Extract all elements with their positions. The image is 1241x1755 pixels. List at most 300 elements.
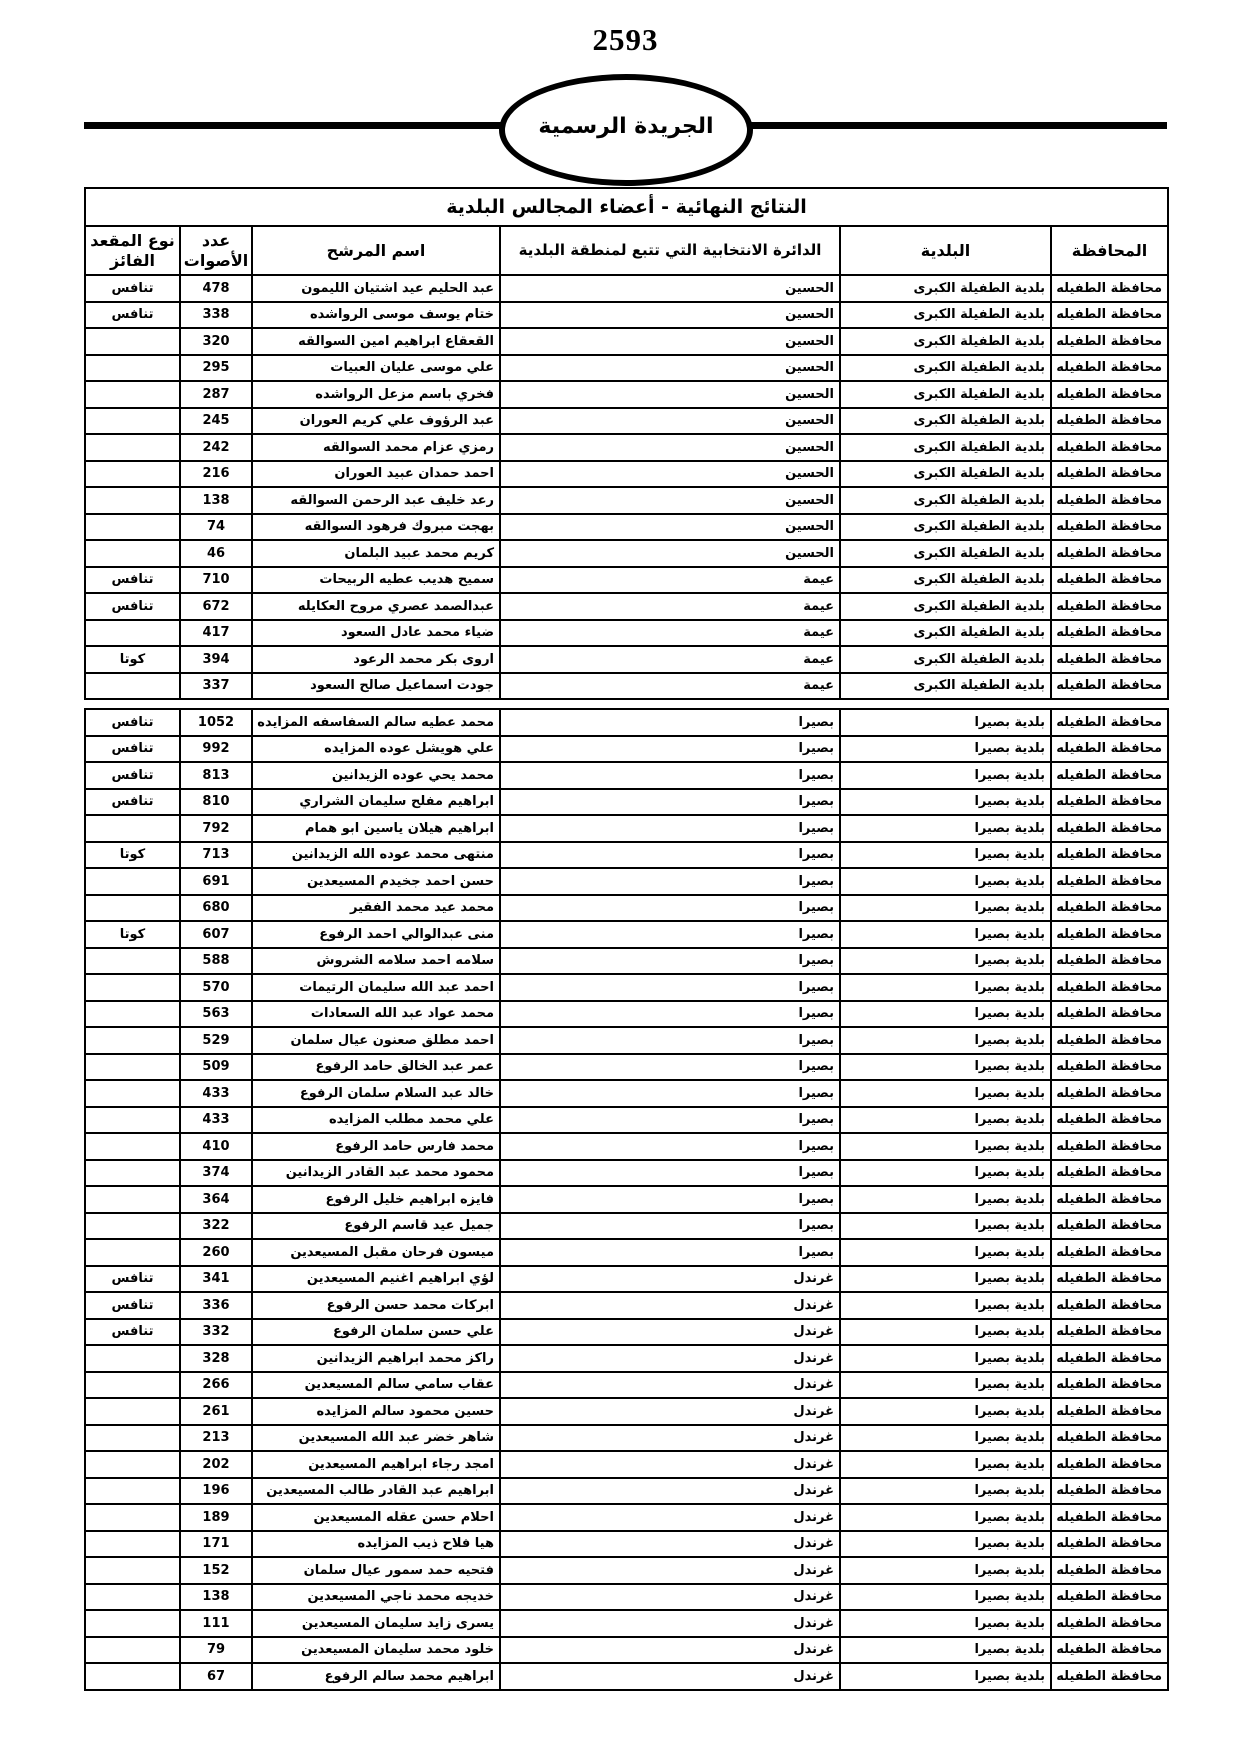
result-row — [85, 1080, 1168, 1107]
municipality-cell: بلدية بصيرا — [840, 974, 1051, 1001]
votes-cell: 46 — [180, 540, 252, 567]
municipality-cell: بلدية بصيرا — [840, 1398, 1051, 1425]
result-row — [85, 1372, 1168, 1399]
candidate-name-cell: جودت اسماعيل صالح السعود — [252, 673, 500, 700]
votes-cell: 216 — [180, 461, 252, 488]
votes-cell: 433 — [180, 1080, 252, 1107]
table-title: النتائج النهائية - أعضاء المجالس البلدية — [85, 188, 1168, 226]
candidate-name-cell: علي هويشل عوده المزايده — [252, 736, 500, 763]
candidate-name-cell: عبد الحليم عيد اشتيان الليمون — [252, 275, 500, 302]
district-cell: عيمة — [500, 620, 840, 647]
seat-type-cell — [85, 1557, 180, 1584]
votes-cell: 810 — [180, 789, 252, 816]
votes-cell: 680 — [180, 895, 252, 922]
votes-cell: 410 — [180, 1133, 252, 1160]
seat-type-cell: كوتا — [85, 646, 180, 673]
votes-cell: 111 — [180, 1610, 252, 1637]
seat-type-cell — [85, 1425, 180, 1452]
candidate-name-cell: علي محمد مطلب المزايده — [252, 1107, 500, 1134]
seat-type-cell: تنافس — [85, 709, 180, 736]
governorate-cell: محافظة الطفيله — [1051, 434, 1168, 461]
municipality-cell: بلدية بصيرا — [840, 948, 1051, 975]
municipality-cell: بلدية الطفيلة الكبرى — [840, 593, 1051, 620]
district-cell: بصيرا — [500, 895, 840, 922]
result-row — [85, 275, 1168, 302]
seat-type-cell — [85, 434, 180, 461]
result-row — [85, 1319, 1168, 1346]
seat-type-cell — [85, 1027, 180, 1054]
votes-cell: 570 — [180, 974, 252, 1001]
votes-cell: 672 — [180, 593, 252, 620]
candidate-name-cell: فتحيه حمد سمور عيال سلمان — [252, 1557, 500, 1584]
district-cell: بصيرا — [500, 1160, 840, 1187]
result-row — [85, 1266, 1168, 1293]
candidate-name-cell: منتهى محمد عوده الله الزيدانين — [252, 842, 500, 869]
governorate-cell: محافظة الطفيله — [1051, 1663, 1168, 1690]
municipality-cell: بلدية بصيرا — [840, 1451, 1051, 1478]
seat-type-cell: تنافس — [85, 567, 180, 594]
municipality-cell: بلدية الطفيلة الكبرى — [840, 461, 1051, 488]
governorate-cell: محافظة الطفيله — [1051, 974, 1168, 1001]
candidate-name-cell: القعقاع ابراهيم امين السوالقه — [252, 328, 500, 355]
governorate-cell: محافظة الطفيله — [1051, 895, 1168, 922]
municipality-cell: بلدية الطفيلة الكبرى — [840, 567, 1051, 594]
result-row — [85, 842, 1168, 869]
votes-cell: 1052 — [180, 709, 252, 736]
governorate-cell: محافظة الطفيله — [1051, 1054, 1168, 1081]
votes-cell: 295 — [180, 355, 252, 382]
municipality-cell: بلدية بصيرا — [840, 762, 1051, 789]
result-row — [85, 1292, 1168, 1319]
seat-type-cell — [85, 1584, 180, 1611]
seat-type-cell — [85, 868, 180, 895]
seat-type-cell — [85, 1610, 180, 1637]
votes-cell: 328 — [180, 1345, 252, 1372]
result-row — [85, 1557, 1168, 1584]
district-cell: بصيرا — [500, 1001, 840, 1028]
result-row — [85, 815, 1168, 842]
result-row — [85, 1054, 1168, 1081]
candidate-name-cell: راكز محمد ابراهيم الزيدانين — [252, 1345, 500, 1372]
district-cell: الحسين — [500, 514, 840, 541]
governorate-cell: محافظة الطفيله — [1051, 1080, 1168, 1107]
candidate-name-cell: عمر عبد الخالق حامد الرفوع — [252, 1054, 500, 1081]
district-cell: غرندل — [500, 1531, 840, 1558]
district-cell: بصيرا — [500, 1054, 840, 1081]
municipality-cell: بلدية بصيرا — [840, 736, 1051, 763]
governorate-cell: محافظة الطفيله — [1051, 948, 1168, 975]
seat-type-cell — [85, 381, 180, 408]
seat-type-cell: تنافس — [85, 789, 180, 816]
governorate-cell: محافظة الطفيله — [1051, 673, 1168, 700]
municipality-cell: بلدية الطفيلة الكبرى — [840, 275, 1051, 302]
candidate-name-cell: احلام حسن عقله المسيعدين — [252, 1504, 500, 1531]
municipality-cell: بلدية الطفيلة الكبرى — [840, 620, 1051, 647]
result-row — [85, 1584, 1168, 1611]
municipality-cell: بلدية بصيرا — [840, 709, 1051, 736]
district-cell: الحسين — [500, 328, 840, 355]
municipality-cell: بلدية الطفيلة الكبرى — [840, 355, 1051, 382]
results-table-section-1 — [84, 187, 1169, 700]
district-cell: غرندل — [500, 1372, 840, 1399]
votes-cell: 242 — [180, 434, 252, 461]
col-header-votes: عدد الأصوات — [180, 226, 252, 275]
table-header-row — [85, 226, 1168, 275]
candidate-name-cell: احمد مطلق صعنون عيال سلمان — [252, 1027, 500, 1054]
district-cell: غرندل — [500, 1292, 840, 1319]
result-row — [85, 620, 1168, 647]
municipality-cell: بلدية بصيرا — [840, 1107, 1051, 1134]
votes-cell: 710 — [180, 567, 252, 594]
result-row — [85, 736, 1168, 763]
col-header-candidate: اسم المرشح — [252, 226, 500, 275]
municipality-cell: بلدية بصيرا — [840, 1054, 1051, 1081]
municipality-cell: بلدية الطفيلة الكبرى — [840, 673, 1051, 700]
candidate-name-cell: عبد الرؤوف علي كريم العوران — [252, 408, 500, 435]
municipality-cell: بلدية بصيرا — [840, 1637, 1051, 1664]
district-cell: غرندل — [500, 1504, 840, 1531]
col-header-municipality: البلدية — [840, 226, 1051, 275]
votes-cell: 509 — [180, 1054, 252, 1081]
result-row — [85, 1345, 1168, 1372]
municipality-cell: بلدية بصيرا — [840, 1213, 1051, 1240]
result-row — [85, 974, 1168, 1001]
governorate-cell: محافظة الطفيله — [1051, 487, 1168, 514]
seat-type-cell — [85, 408, 180, 435]
result-row — [85, 328, 1168, 355]
district-cell: غرندل — [500, 1425, 840, 1452]
municipality-cell: بلدية بصيرا — [840, 1372, 1051, 1399]
result-row — [85, 1531, 1168, 1558]
governorate-cell: محافظة الطفيله — [1051, 1504, 1168, 1531]
votes-cell: 364 — [180, 1186, 252, 1213]
municipality-cell: بلدية بصيرا — [840, 868, 1051, 895]
district-cell: بصيرا — [500, 1213, 840, 1240]
candidate-name-cell: ابراهيم محمد سالم الرفوع — [252, 1663, 500, 1690]
results-table-section-2 — [84, 708, 1169, 1691]
result-row — [85, 1451, 1168, 1478]
municipality-cell: بلدية بصيرا — [840, 1557, 1051, 1584]
municipality-cell: بلدية بصيرا — [840, 1425, 1051, 1452]
gazette-seal-label: الجريدة الرسمية — [538, 113, 714, 139]
candidate-name-cell: محمود محمد عبد القادر الزيدانين — [252, 1160, 500, 1187]
governorate-cell: محافظة الطفيله — [1051, 1001, 1168, 1028]
result-row — [85, 461, 1168, 488]
district-cell: الحسين — [500, 461, 840, 488]
governorate-cell: محافظة الطفيله — [1051, 736, 1168, 763]
governorate-cell: محافظة الطفيله — [1051, 302, 1168, 329]
municipality-cell: بلدية بصيرا — [840, 789, 1051, 816]
result-row — [85, 1213, 1168, 1240]
votes-cell: 79 — [180, 1637, 252, 1664]
district-cell: بصيرا — [500, 1186, 840, 1213]
governorate-cell: محافظة الطفيله — [1051, 355, 1168, 382]
district-cell: بصيرا — [500, 736, 840, 763]
governorate-cell: محافظة الطفيله — [1051, 1027, 1168, 1054]
result-row — [85, 567, 1168, 594]
votes-cell: 374 — [180, 1160, 252, 1187]
seat-type-cell: كوتا — [85, 921, 180, 948]
municipality-cell: بلدية بصيرا — [840, 921, 1051, 948]
result-row — [85, 673, 1168, 700]
municipality-cell: بلدية بصيرا — [840, 1133, 1051, 1160]
result-row — [85, 895, 1168, 922]
district-cell: غرندل — [500, 1584, 840, 1611]
seat-type-cell — [85, 620, 180, 647]
governorate-cell: محافظة الطفيله — [1051, 1133, 1168, 1160]
result-row — [85, 434, 1168, 461]
candidate-name-cell: بهجت مبروك فرهود السوالقه — [252, 514, 500, 541]
result-row — [85, 1107, 1168, 1134]
district-cell: غرندل — [500, 1266, 840, 1293]
candidate-name-cell: فايزه ابراهيم خليل الرفوع — [252, 1186, 500, 1213]
district-cell: الحسين — [500, 540, 840, 567]
candidate-name-cell: حسين محمود سالم المزايده — [252, 1398, 500, 1425]
governorate-cell: محافظة الطفيله — [1051, 1213, 1168, 1240]
votes-cell: 171 — [180, 1531, 252, 1558]
governorate-cell: محافظة الطفيله — [1051, 1345, 1168, 1372]
candidate-name-cell: يسرى زايد سليمان المسيعدين — [252, 1610, 500, 1637]
municipality-cell: بلدية الطفيلة الكبرى — [840, 540, 1051, 567]
votes-cell: 341 — [180, 1266, 252, 1293]
votes-cell: 266 — [180, 1372, 252, 1399]
candidate-name-cell: ميسون فرحان مقبل المسيعدين — [252, 1239, 500, 1266]
candidate-name-cell: علي حسن سلمان الرفوع — [252, 1319, 500, 1346]
result-row — [85, 1478, 1168, 1505]
governorate-cell: محافظة الطفيله — [1051, 762, 1168, 789]
district-cell: الحسين — [500, 434, 840, 461]
municipality-cell: بلدية الطفيلة الكبرى — [840, 328, 1051, 355]
candidate-name-cell: محمد عطيه سالم السفاسفه المزايده — [252, 709, 500, 736]
candidate-name-cell: هيا فلاح ذيب المزايده — [252, 1531, 500, 1558]
governorate-cell: محافظة الطفيله — [1051, 381, 1168, 408]
municipality-cell: بلدية الطفيلة الكبرى — [840, 302, 1051, 329]
governorate-cell: محافظة الطفيله — [1051, 1637, 1168, 1664]
seat-type-cell — [85, 1107, 180, 1134]
votes-cell: 394 — [180, 646, 252, 673]
seat-type-cell: كوتا — [85, 842, 180, 869]
governorate-cell: محافظة الطفيله — [1051, 328, 1168, 355]
district-cell: الحسين — [500, 408, 840, 435]
candidate-name-cell: شاهر خضر عبد الله المسيعدين — [252, 1425, 500, 1452]
result-row — [85, 514, 1168, 541]
col-header-seat-type: نوع المقعد الفائز — [85, 226, 180, 275]
municipality-cell: بلدية بصيرا — [840, 1478, 1051, 1505]
district-cell: غرندل — [500, 1663, 840, 1690]
seat-type-cell — [85, 1213, 180, 1240]
district-cell: بصيرا — [500, 709, 840, 736]
district-cell: عيمة — [500, 593, 840, 620]
governorate-cell: محافظة الطفيله — [1051, 620, 1168, 647]
governorate-cell: محافظة الطفيله — [1051, 1319, 1168, 1346]
candidate-name-cell: فخري باسم مزعل الرواشده — [252, 381, 500, 408]
candidate-name-cell: رعد خليف عبد الرحمن السوالقه — [252, 487, 500, 514]
district-cell: عيمة — [500, 567, 840, 594]
governorate-cell: محافظة الطفيله — [1051, 1531, 1168, 1558]
table-title-row — [85, 188, 1168, 226]
governorate-cell: محافظة الطفيله — [1051, 1186, 1168, 1213]
municipality-cell: بلدية الطفيلة الكبرى — [840, 434, 1051, 461]
seat-type-cell: تنافس — [85, 1292, 180, 1319]
candidate-name-cell: كريم محمد عبيد البلمان — [252, 540, 500, 567]
municipality-cell: بلدية بصيرا — [840, 1239, 1051, 1266]
district-cell: بصيرا — [500, 1133, 840, 1160]
seat-type-cell — [85, 1133, 180, 1160]
governorate-cell: محافظة الطفيله — [1051, 1478, 1168, 1505]
district-cell: بصيرا — [500, 921, 840, 948]
candidate-name-cell: ابراهيم هيلان ياسين ابو همام — [252, 815, 500, 842]
votes-cell: 588 — [180, 948, 252, 975]
district-cell: بصيرا — [500, 842, 840, 869]
votes-cell: 202 — [180, 1451, 252, 1478]
votes-cell: 337 — [180, 673, 252, 700]
seat-type-cell — [85, 948, 180, 975]
seat-type-cell — [85, 355, 180, 382]
municipality-cell: بلدية الطفيلة الكبرى — [840, 487, 1051, 514]
votes-cell: 260 — [180, 1239, 252, 1266]
votes-cell: 417 — [180, 620, 252, 647]
municipality-cell: بلدية بصيرا — [840, 842, 1051, 869]
seat-type-cell — [85, 1663, 180, 1690]
governorate-cell: محافظة الطفيله — [1051, 1107, 1168, 1134]
candidate-name-cell: اروى بكر محمد الرعود — [252, 646, 500, 673]
candidate-name-cell: ختام يوسف موسى الرواشده — [252, 302, 500, 329]
governorate-cell: محافظة الطفيله — [1051, 1266, 1168, 1293]
candidate-name-cell: جميل عيد قاسم الرفوع — [252, 1213, 500, 1240]
votes-cell: 138 — [180, 487, 252, 514]
seat-type-cell — [85, 1160, 180, 1187]
governorate-cell: محافظة الطفيله — [1051, 921, 1168, 948]
governorate-cell: محافظة الطفيله — [1051, 1425, 1168, 1452]
municipality-cell: بلدية بصيرا — [840, 1266, 1051, 1293]
seat-type-cell — [85, 1239, 180, 1266]
result-row — [85, 868, 1168, 895]
result-row — [85, 1637, 1168, 1664]
gazette-seal — [499, 74, 753, 186]
votes-cell: 713 — [180, 842, 252, 869]
votes-cell: 152 — [180, 1557, 252, 1584]
result-row — [85, 1186, 1168, 1213]
seat-type-cell — [85, 1372, 180, 1399]
votes-cell: 529 — [180, 1027, 252, 1054]
district-cell: بصيرا — [500, 868, 840, 895]
governorate-cell: محافظة الطفيله — [1051, 646, 1168, 673]
votes-cell: 320 — [180, 328, 252, 355]
candidate-name-cell: محمد يحي عوده الزيدانين — [252, 762, 500, 789]
result-row — [85, 302, 1168, 329]
result-row — [85, 381, 1168, 408]
votes-cell: 338 — [180, 302, 252, 329]
district-cell: غرندل — [500, 1398, 840, 1425]
candidate-name-cell: خالد عبد السلام سلمان الرفوع — [252, 1080, 500, 1107]
result-row — [85, 408, 1168, 435]
col-header-district: الدائرة الانتخابية التي تتبع لمنطقة البلدية — [500, 226, 840, 275]
district-cell: غرندل — [500, 1637, 840, 1664]
municipality-cell: بلدية بصيرا — [840, 1292, 1051, 1319]
seat-type-cell: تنافس — [85, 302, 180, 329]
governorate-cell: محافظة الطفيله — [1051, 868, 1168, 895]
municipality-cell: بلدية بصيرا — [840, 1186, 1051, 1213]
municipality-cell: بلدية بصيرا — [840, 1584, 1051, 1611]
votes-cell: 607 — [180, 921, 252, 948]
result-row — [85, 789, 1168, 816]
seat-type-cell — [85, 1054, 180, 1081]
district-cell: غرندل — [500, 1345, 840, 1372]
candidate-name-cell: ابركات محمد حسن الرفوع — [252, 1292, 500, 1319]
seat-type-cell: تنافس — [85, 275, 180, 302]
seat-type-cell — [85, 328, 180, 355]
result-row — [85, 948, 1168, 975]
page-number: 2593 — [592, 22, 659, 57]
district-cell: بصيرا — [500, 974, 840, 1001]
district-cell: الحسين — [500, 355, 840, 382]
votes-cell: 138 — [180, 1584, 252, 1611]
votes-cell: 433 — [180, 1107, 252, 1134]
col-header-governorate: المحافظة — [1051, 226, 1168, 275]
seat-type-cell — [85, 895, 180, 922]
result-row — [85, 1398, 1168, 1425]
governorate-cell: محافظة الطفيله — [1051, 1292, 1168, 1319]
district-cell: غرندل — [500, 1557, 840, 1584]
district-cell: بصيرا — [500, 1080, 840, 1107]
candidate-name-cell: سميح هديب عطيه الربيحات — [252, 567, 500, 594]
governorate-cell: محافظة الطفيله — [1051, 709, 1168, 736]
governorate-cell: محافظة الطفيله — [1051, 593, 1168, 620]
seat-type-cell — [85, 673, 180, 700]
result-row — [85, 1663, 1168, 1690]
municipality-cell: بلدية بصيرا — [840, 1345, 1051, 1372]
candidate-name-cell: محمد فارس حامد الرفوع — [252, 1133, 500, 1160]
seat-type-cell: تنافس — [85, 1266, 180, 1293]
district-cell: الحسين — [500, 487, 840, 514]
governorate-cell: محافظة الطفيله — [1051, 1239, 1168, 1266]
municipality-cell: بلدية بصيرا — [840, 1531, 1051, 1558]
district-cell: بصيرا — [500, 1239, 840, 1266]
votes-cell: 189 — [180, 1504, 252, 1531]
seat-type-cell: تنافس — [85, 1319, 180, 1346]
candidate-name-cell: احمد عبد الله سليمان الرتيمات — [252, 974, 500, 1001]
seat-type-cell: تنافس — [85, 736, 180, 763]
governorate-cell: محافظة الطفيله — [1051, 789, 1168, 816]
governorate-cell: محافظة الطفيله — [1051, 275, 1168, 302]
seat-type-cell — [85, 1504, 180, 1531]
votes-cell: 245 — [180, 408, 252, 435]
municipality-cell: بلدية بصيرا — [840, 1160, 1051, 1187]
governorate-cell: محافظة الطفيله — [1051, 461, 1168, 488]
result-row — [85, 487, 1168, 514]
result-row — [85, 1133, 1168, 1160]
votes-cell: 563 — [180, 1001, 252, 1028]
candidate-name-cell: ضياء محمد عادل السعود — [252, 620, 500, 647]
candidate-name-cell: عقاب سامي سالم المسيعدين — [252, 1372, 500, 1399]
municipality-cell: بلدية بصيرا — [840, 1504, 1051, 1531]
municipality-cell: بلدية بصيرا — [840, 1663, 1051, 1690]
seat-type-cell: تنافس — [85, 762, 180, 789]
candidate-name-cell: لؤي ابراهيم اغنيم المسيعدين — [252, 1266, 500, 1293]
seat-type-cell — [85, 815, 180, 842]
votes-cell: 261 — [180, 1398, 252, 1425]
results-table-area — [84, 187, 1167, 1691]
municipality-cell: بلدية الطفيلة الكبرى — [840, 408, 1051, 435]
district-cell: بصيرا — [500, 789, 840, 816]
result-row — [85, 921, 1168, 948]
district-cell: غرندل — [500, 1451, 840, 1478]
seat-type-cell: تنافس — [85, 593, 180, 620]
votes-cell: 813 — [180, 762, 252, 789]
governorate-cell: محافظة الطفيله — [1051, 1451, 1168, 1478]
result-row — [85, 1160, 1168, 1187]
district-cell: بصيرا — [500, 815, 840, 842]
